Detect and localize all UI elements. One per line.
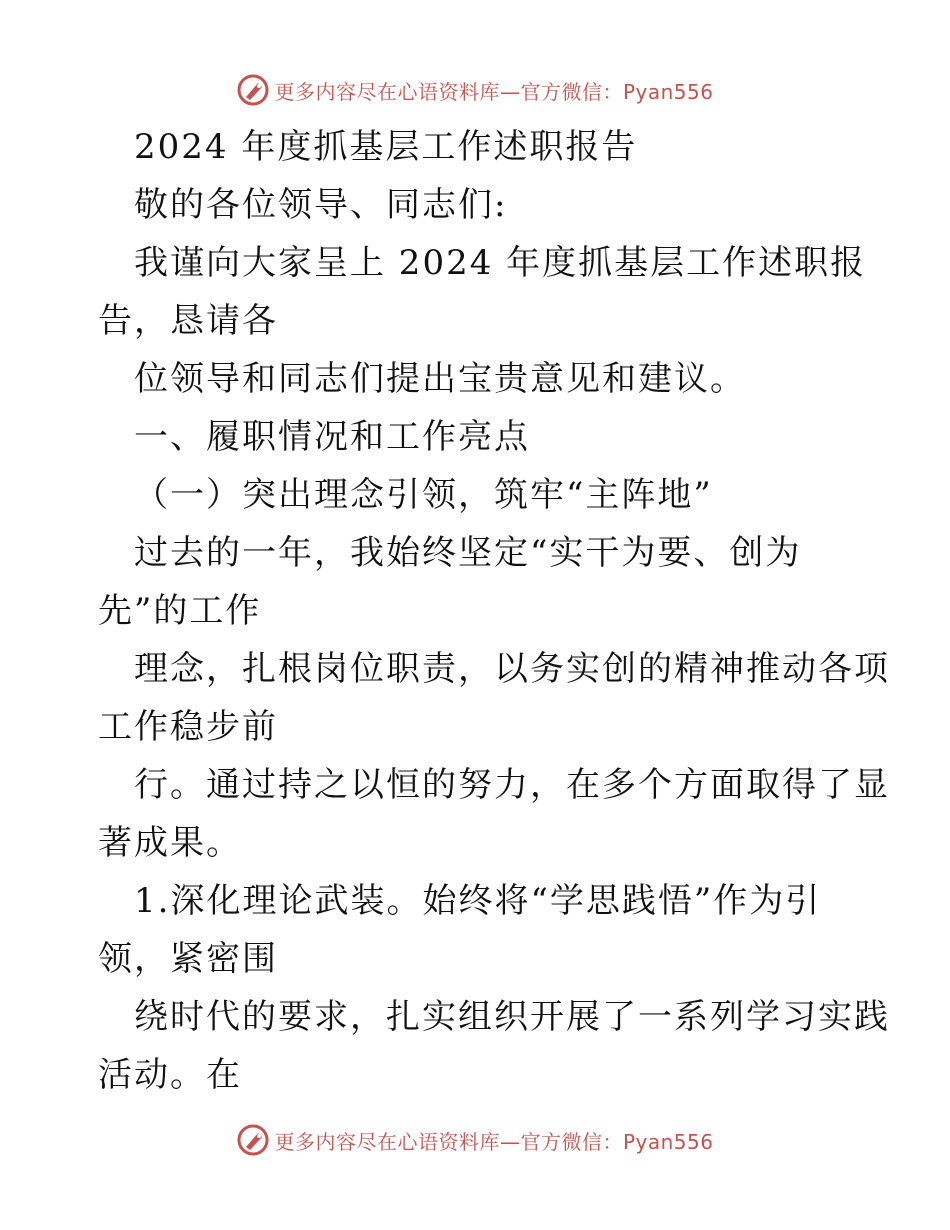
paragraph-line: 位领导和同志们提出宝贵意见和建议。 <box>134 359 746 399</box>
paragraph-line: 过去的一年，我始终坚定“实干为要、创为 <box>134 533 802 573</box>
subsection-heading: （一）突出理念引领，筑牢“主阵地” <box>134 475 713 515</box>
paragraph-line: 绕时代的要求，扎实组织开展了一系列学习实践 <box>134 997 890 1037</box>
document-title: 2024 年度抓基层工作述职报告 <box>134 127 638 167</box>
paragraph-line: 先”的工作 <box>98 591 262 631</box>
header-watermark-text: 更多内容尽在心语资料库—官方微信：Pyan556 <box>274 79 714 104</box>
paragraph-line: 领，紧密围 <box>98 939 278 979</box>
footer-watermark-text: 更多内容尽在心语资料库—官方微信：Pyan556 <box>274 1129 714 1154</box>
paragraph-line: 工作稳步前 <box>98 707 278 747</box>
paragraph-line: 行。通过持之以恒的努力，在多个方面取得了显 <box>134 765 890 805</box>
paragraph-line: 我谨向大家呈上 2024 年度抓基层工作述职报 <box>134 243 867 283</box>
paragraph-line: 著成果。 <box>98 823 242 863</box>
paragraph-line: 理念，扎根岗位职责，以务实创的精神推动各项 <box>134 649 890 689</box>
numbered-item-line: 1.深化理论武装。始终将“学思践悟”作为引 <box>134 881 822 921</box>
salutation: 敬的各位领导、同志们: <box>134 185 508 225</box>
header-watermark <box>0 70 950 110</box>
paragraph-line: 活动。在 <box>98 1055 242 1095</box>
pen-nib-logo-icon <box>236 1123 270 1157</box>
footer-watermark <box>0 1120 950 1160</box>
paragraph-line: 告，恳请各 <box>98 301 278 341</box>
section-heading: 一、履职情况和工作亮点 <box>134 417 530 457</box>
pen-nib-logo-icon <box>236 73 270 107</box>
document-body <box>98 118 890 1104</box>
